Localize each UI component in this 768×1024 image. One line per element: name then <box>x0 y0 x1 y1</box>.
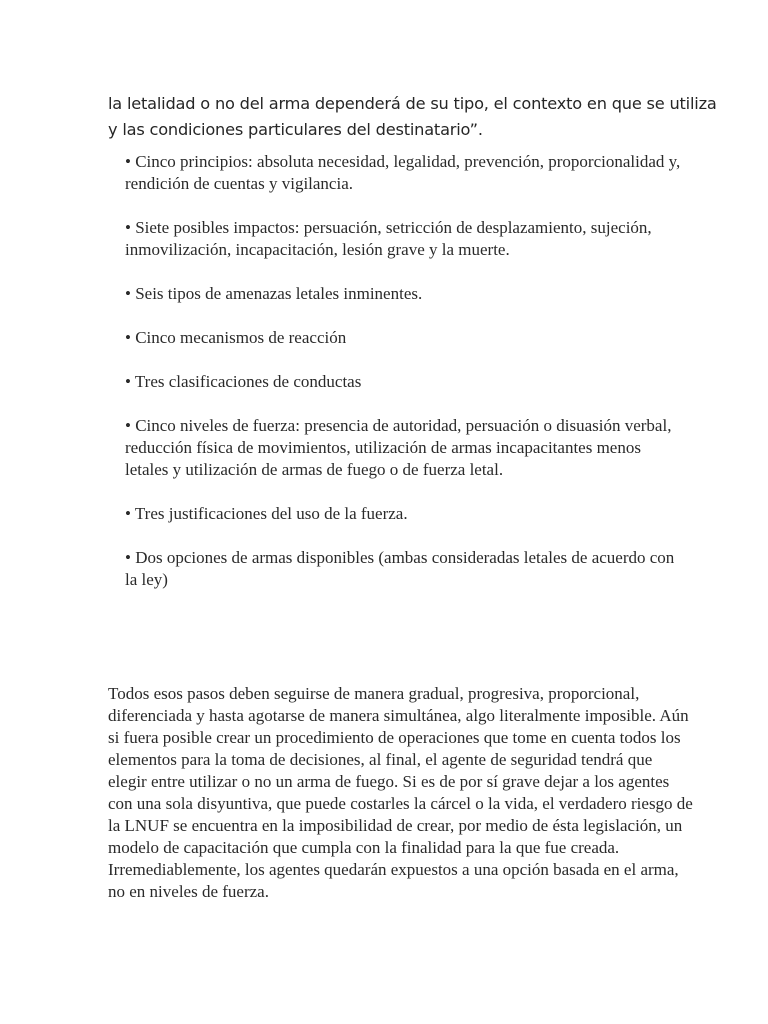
list-item: • Siete posibles impactos: persuación, setricción de desplazamiento, sujeción, inmovilización, incapacitación, lesión grave y la muerte. <box>125 218 652 259</box>
list-item: • Tres justificaciones del uso de la fuerza. <box>125 504 408 523</box>
intro-paragraph: la letalidad o no del arma dependerá de su tipo, el contexto en que se utiliza y las condiciones particulares del destinatario”. <box>108 94 717 139</box>
list-item: • Cinco principios: absoluta necesidad, legalidad, prevención, proporcionalidad y, rendición de cuentas y vigilancia. <box>125 152 681 193</box>
list-item: • Dos opciones de armas disponibles (ambas consideradas letales de acuerdo con la ley) <box>125 548 675 589</box>
list-item: • Tres clasificaciones de conductas <box>125 372 362 391</box>
list-item: • Cinco mecanismos de reacción <box>125 328 347 347</box>
list-item: • Seis tipos de amenazas letales inminentes. <box>125 284 423 303</box>
list-item: • Cinco niveles de fuerza: presencia de autoridad, persuación o disuasión verbal, reducción física de movimientos, utilización de armas incapacitantes menos letales y utilización de armas de fuego o de fuerza letal. <box>125 416 672 479</box>
body-paragraph: Todos esos pasos deben seguirse de manera gradual, progresiva, proporcional, diferenciada y hasta agotarse de manera simultánea, algo literalmente imposible. Aún si fuera posible crear un procedimiento de operaciones que tome en cuenta todos los elementos para la toma de decisiones, al final, el agente de seguridad tendrá que elegir entre utilizar o no un arma de fuego. Si es de por sí grave dejar a los agentes con una sola disyuntiva, que puede costarles la cárcel o la vida, el verdadero riesgo de la LNUF se encuentra en la imposibilidad de crear, por medio de ésta legislación, un modelo de capacitación que cumpla con la finalidad para la que fue creada. Irremediablemente, los agentes quedarán expuestos a una opción basada en el arma, no en niveles de fuerza. <box>108 684 693 901</box>
bullet-list <box>125 151 685 613</box>
